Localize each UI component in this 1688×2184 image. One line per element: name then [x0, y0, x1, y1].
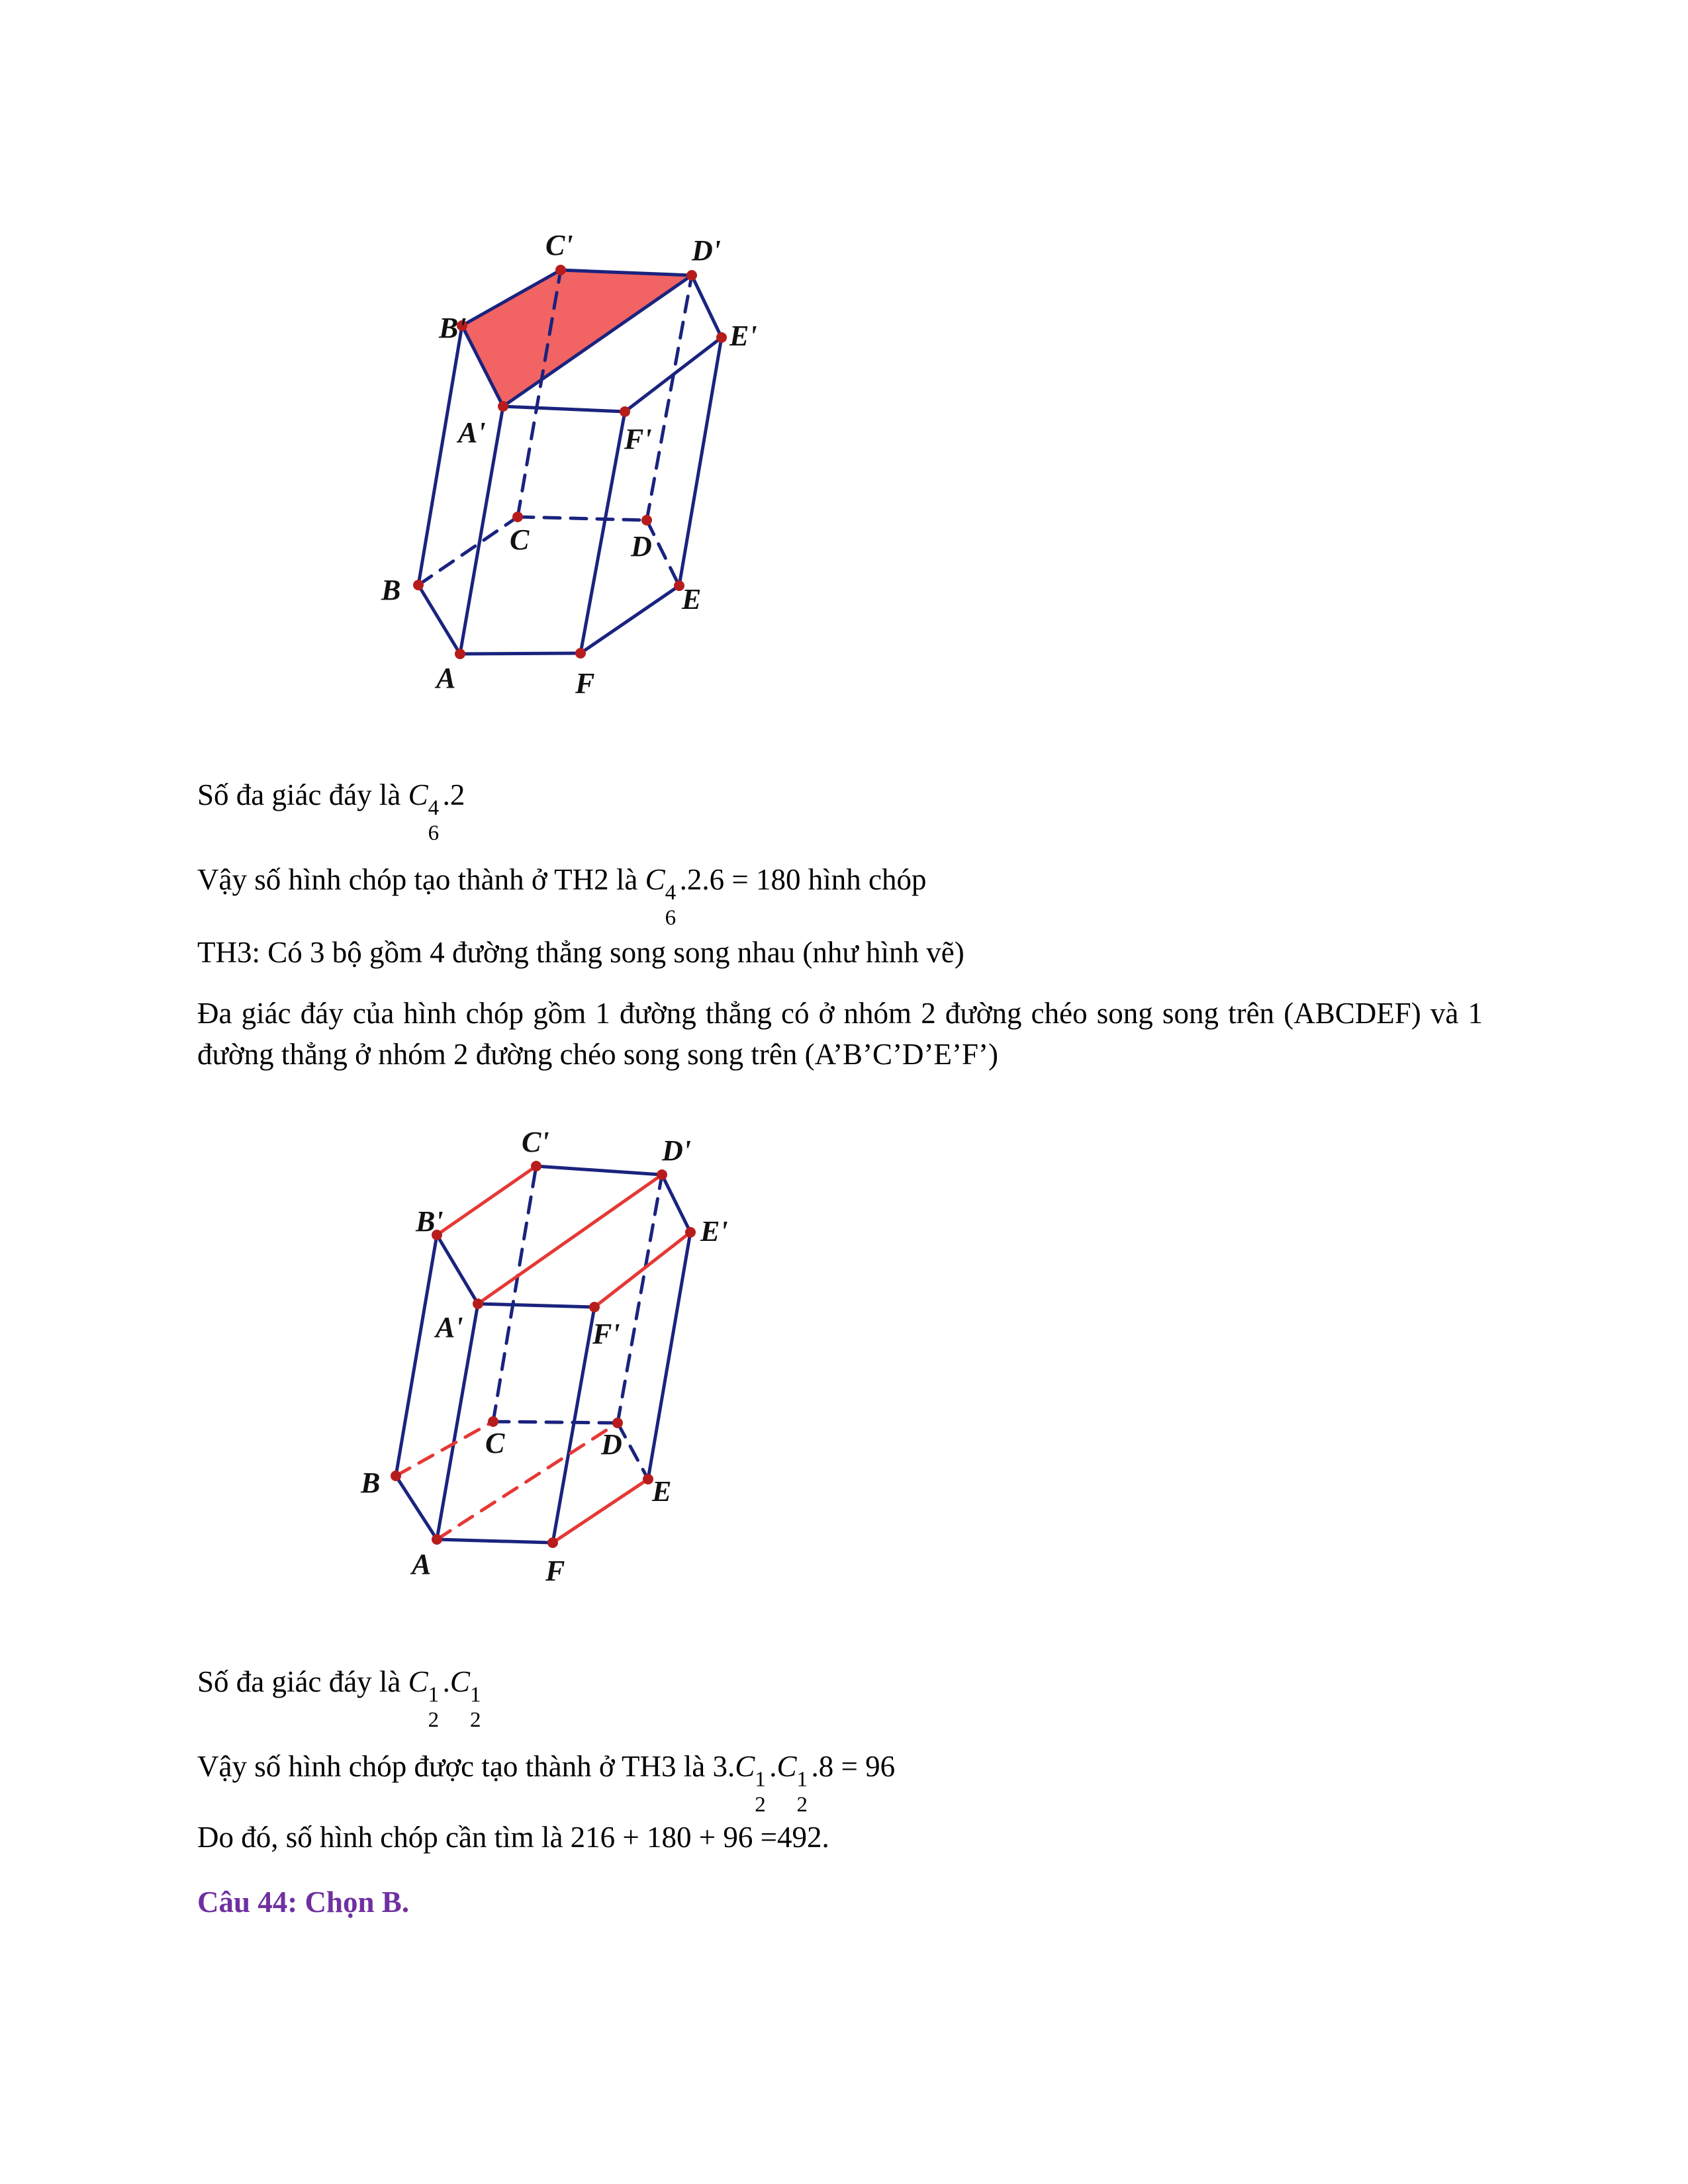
label-F2: F': [624, 423, 652, 455]
vertex-F: [547, 1537, 558, 1548]
prism-figure-1: [357, 218, 834, 708]
diagonal-A2D2-highlight: [478, 1175, 662, 1304]
paragraph-base-count-th3: Số đa giác đáy là C 1 2 .C 1 2: [197, 1665, 481, 1732]
vertex-E2: [685, 1227, 696, 1238]
edge-DD2: [647, 275, 692, 520]
label-A: A: [436, 662, 456, 694]
label-E2: E': [700, 1215, 728, 1248]
diagonal-AD-highlight: [437, 1423, 618, 1539]
paragraph-th3-description: Đa giác đáy của hình chóp gồm 1 đường thẳng có ở nhóm 2 đường chéo song song trên (ABCDEF) và 1 đường thẳng ở nhóm 2 đường chéo song song trên (A’B’C’D’E’F’): [197, 997, 1483, 1071]
edge-C2D2: [536, 1166, 662, 1175]
paragraph-base-count-th2: Số đa giác đáy là C 4 6 .2: [197, 778, 465, 845]
label-F: F: [545, 1555, 565, 1587]
edge-E2F2-highlight: [594, 1232, 690, 1307]
label-D: D: [631, 530, 652, 563]
edge-BC-highlight: [396, 1422, 493, 1476]
vertex-C2: [555, 265, 566, 275]
edge-D2E2: [692, 275, 722, 338]
edge-EE2: [648, 1232, 690, 1479]
edge-CD: [518, 517, 647, 520]
vertex-F: [575, 648, 586, 659]
edge-E2F2: [625, 338, 722, 412]
edge-CD: [493, 1422, 618, 1423]
label-C: C: [510, 523, 530, 556]
vertex-A: [432, 1534, 442, 1545]
edge-BB2: [396, 1235, 437, 1476]
vertex-F2: [589, 1302, 600, 1312]
vertex-E2: [716, 332, 727, 343]
edge-EF: [581, 586, 679, 653]
paragraph-th3-intro: TH3: Có 3 bộ gồm 4 đường thẳng song song nhau (như hình vẽ): [197, 936, 964, 969]
edge-A2F2: [478, 1304, 594, 1307]
label-C: C: [485, 1427, 505, 1459]
vertex-B: [391, 1471, 401, 1481]
question-44-heading: Câu 44: Chọn B.: [197, 1886, 410, 1919]
edge-AF: [437, 1539, 553, 1543]
edge-F2A2: [503, 406, 625, 412]
edge-A2B2: [437, 1235, 478, 1304]
vertex-D: [612, 1418, 623, 1428]
edge-B2C2-highlight: [437, 1166, 536, 1235]
vertex-D2: [657, 1169, 667, 1180]
vertex-D: [641, 515, 652, 525]
edge-AB: [418, 585, 460, 654]
label-B: B: [361, 1467, 381, 1499]
label-B2: B': [439, 312, 467, 344]
edge-BB2: [418, 326, 462, 585]
edge-FF2: [581, 412, 625, 653]
label-D: D: [601, 1428, 622, 1461]
edge-CC2: [493, 1166, 536, 1422]
label-E: E: [652, 1475, 672, 1508]
vertex-F2: [620, 406, 630, 417]
vertex-C: [512, 512, 523, 522]
label-A2: A': [458, 416, 486, 449]
label-C2: C': [522, 1126, 549, 1158]
label-C2: C': [545, 229, 573, 261]
vertex-B: [413, 580, 424, 590]
paragraph-th3-result: Vậy số hình chóp được tạo thành ở TH3 là 3.C 1 2 .C 1 2 .8 = 96: [197, 1750, 896, 1817]
vertex-A2: [473, 1298, 483, 1309]
edge-BC: [418, 517, 518, 585]
label-D2: D': [692, 234, 721, 267]
paragraph-th2-result: Vậy số hình chóp tạo thành ở TH2 là C 4 6 .2.6 = 180 hình chóp: [197, 863, 927, 930]
label-B2: B': [416, 1205, 444, 1238]
edge-EE2: [679, 338, 722, 586]
edge-EF-highlight: [553, 1479, 648, 1543]
vertex-D2: [686, 270, 697, 281]
edge-DD2: [618, 1175, 662, 1423]
label-E: E: [682, 583, 702, 615]
label-A: A: [412, 1548, 432, 1580]
vertex-A: [455, 649, 465, 659]
edge-AB: [396, 1476, 437, 1539]
edge-DE: [618, 1423, 648, 1479]
prism-figure-1-svg: [357, 218, 834, 708]
label-B: B: [381, 574, 401, 606]
prism-figure-2-svg: [351, 1118, 774, 1602]
label-E2: E': [729, 320, 757, 352]
paragraph-total: Do đó, số hình chóp cần tìm là 216 + 180 + 96 =492.: [197, 1821, 829, 1854]
prism-figure-2: [351, 1118, 774, 1602]
edge-D2E2: [662, 1175, 690, 1232]
label-D2: D': [662, 1134, 691, 1167]
label-F: F: [575, 667, 595, 700]
vertex-A2: [498, 401, 508, 412]
vertex-C: [488, 1416, 498, 1427]
edge-FF2: [553, 1307, 594, 1543]
label-F2: F': [592, 1318, 620, 1350]
edge-AF: [460, 653, 581, 654]
vertex-C2: [531, 1161, 541, 1171]
label-A2: A': [436, 1311, 463, 1343]
